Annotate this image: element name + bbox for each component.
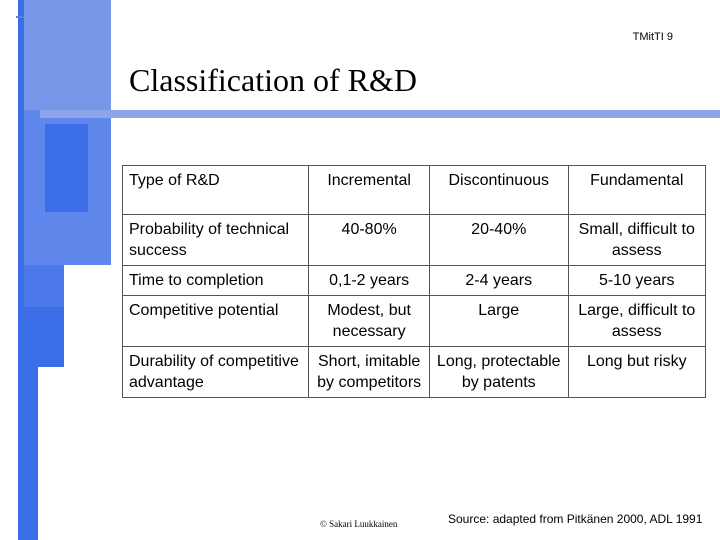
table-header-row	[123, 166, 706, 215]
decorative-tick	[16, 16, 24, 18]
table-cell: Long but risky	[568, 347, 705, 398]
table-cell: Large, difficult to assess	[568, 296, 705, 347]
table-cell: 40-80%	[309, 215, 430, 266]
row-label: Probability of technical success	[123, 215, 309, 266]
table-row	[123, 347, 706, 398]
table-cell: 20-40%	[429, 215, 568, 266]
table-cell: 5-10 years	[568, 266, 705, 296]
table-cell: 0,1-2 years	[309, 266, 430, 296]
row-label: Time to completion	[123, 266, 309, 296]
decorative-lower-strip	[38, 307, 64, 367]
header-incremental: Incremental	[309, 166, 430, 215]
table-row	[123, 266, 706, 296]
table-cell: Large	[429, 296, 568, 347]
header-fundamental: Fundamental	[568, 166, 705, 215]
decorative-lower-block	[24, 265, 64, 307]
rd-classification-table	[122, 165, 706, 398]
table-cell: Modest, but necessary	[309, 296, 430, 347]
table-row	[123, 296, 706, 347]
slide-title: Classification of R&D	[129, 62, 417, 98]
slide-number: TMitTI 9	[632, 31, 673, 43]
table-cell: 2-4 years	[429, 266, 568, 296]
row-label: Competitive potential	[123, 296, 309, 347]
title-underline-bar	[40, 110, 720, 118]
decorative-top-block	[24, 0, 111, 110]
decorative-inner-block	[45, 124, 88, 212]
table-row	[123, 215, 706, 266]
table-cell: Long, protectable by patents	[429, 347, 568, 398]
copyright-text: © Sakari Luukkainen	[320, 519, 398, 529]
header-type: Type of R&D	[123, 166, 309, 215]
table-cell: Short, imitable by competitors	[309, 347, 430, 398]
table-cell: Small, difficult to assess	[568, 215, 705, 266]
header-discontinuous: Discontinuous	[429, 166, 568, 215]
row-label: Durability of competitive advantage	[123, 347, 309, 398]
source-citation: Source: adapted from Pitkänen 2000, ADL 1991	[448, 512, 703, 526]
